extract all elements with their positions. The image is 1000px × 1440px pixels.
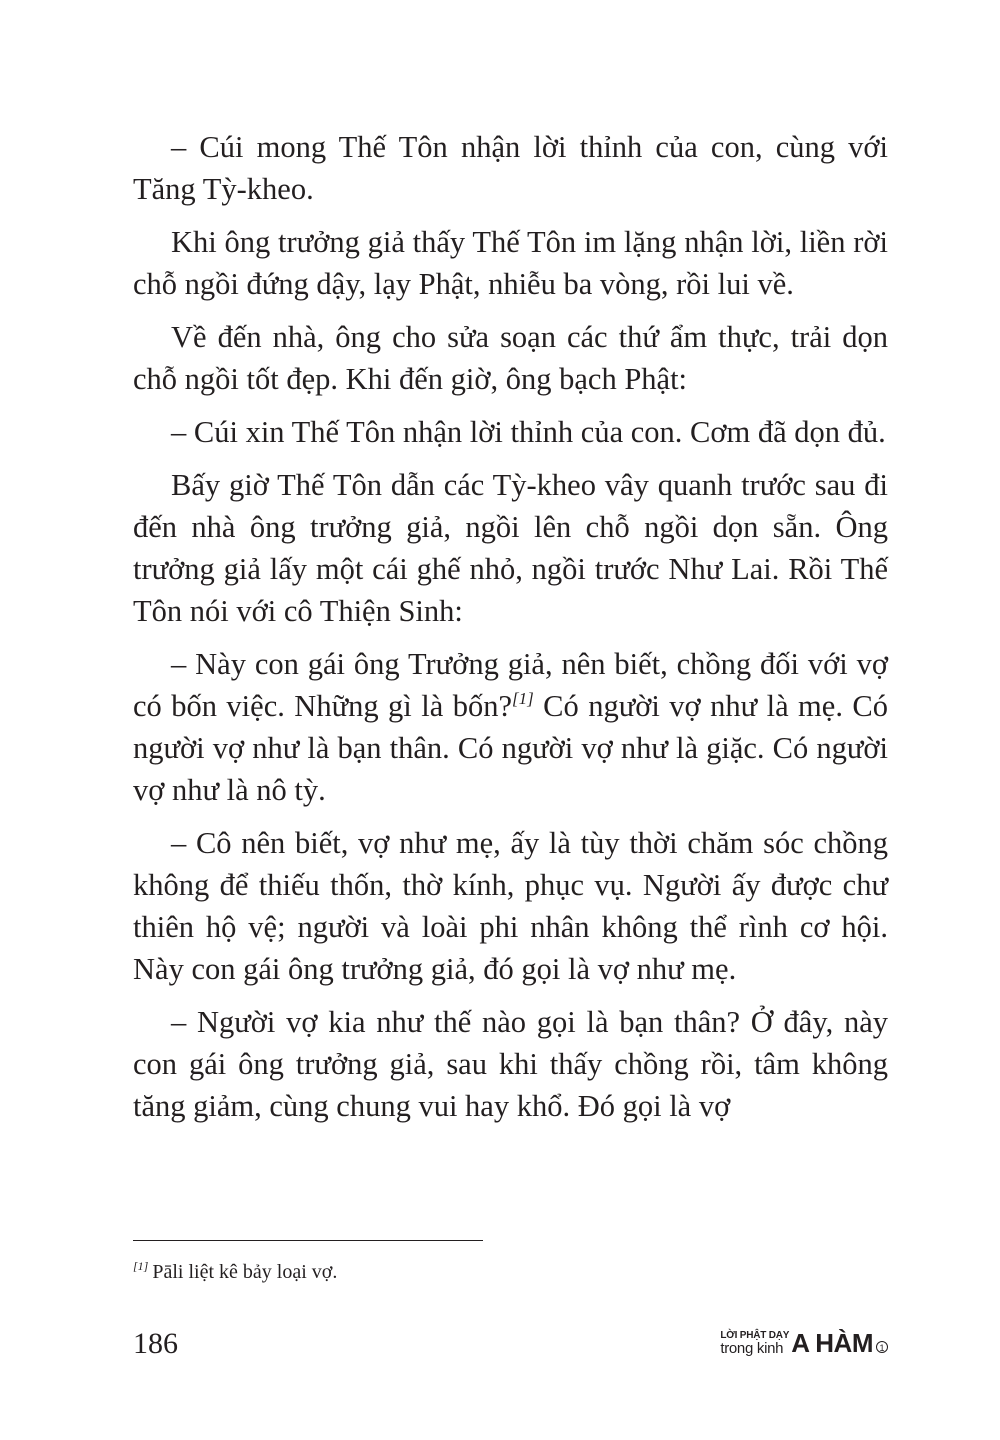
main-text: [133, 126, 888, 1138]
volume-badge: 1: [876, 1341, 888, 1353]
footnote-divider: [133, 1240, 483, 1241]
paragraph-7: – Cô nên biết, vợ như mẹ, ấy là tùy thời chăm sóc chồng không để thiếu thốn, thờ kính, phục vụ. Người ấy được chư thiên hộ vệ; người và loài phi nhân không thể rình cơ hội. Này con gái ông trưởng giả, đó gọi là vợ như mẹ.: [133, 826, 888, 986]
page-number: 186: [133, 1327, 178, 1360]
paragraph-6: [133, 643, 888, 811]
paragraph-6-text-start: – Này con gái ông Trưởng giả, nên biết, chồng đối với vợ có bốn việc. Những gì là bốn?: [133, 647, 888, 723]
footnote-text: Pāli liệt kê bảy loại vợ.: [152, 1261, 338, 1283]
paragraph-4: – Cúi xin Thế Tôn nhận lời thỉnh của con. Cơm đã dọn đủ.: [171, 415, 886, 449]
footnote-reference[interactable]: [1]: [511, 689, 534, 708]
book-title-logo: [720, 1330, 888, 1356]
footnote: [133, 1258, 888, 1286]
footnote-mark: [1]: [133, 1259, 149, 1273]
paragraph-2: Khi ông trưởng giả thấy Thế Tôn im lặng nhận lời, liền rời chỗ ngồi đứng dậy, lạy Phật, nhiễu ba vòng, rồi lui về.: [133, 225, 888, 301]
book-title-small: [720, 1330, 789, 1356]
paragraph-6-text-end: Có người vợ như là mẹ. Có người vợ như là bạn thân. Có người vợ như là giặc. Có người vợ như là nô tỳ.: [133, 689, 888, 807]
paragraph-3: Về đến nhà, ông cho sửa soạn các thứ ẩm thực, trải dọn chỗ ngồi tốt đẹp. Khi đến giờ, ông bạch Phật:: [133, 320, 888, 396]
book-title-bottom: trong kinh: [720, 1340, 784, 1357]
paragraph-1: – Cúi mong Thế Tôn nhận lời thỉnh của con, cùng với Tăng Tỳ-kheo.: [133, 130, 888, 206]
book-title-top: LỜI PHẬT DẠY: [720, 1330, 790, 1341]
paragraph-8: – Người vợ kia như thế nào gọi là bạn thân? Ở đây, này con gái ông trưởng giả, sau khi thấy chồng rồi, tâm không tăng giảm, cùng chung vui hay khổ. Đó gọi là vợ: [133, 1005, 888, 1123]
book-title-main: A HÀM: [791, 1328, 873, 1358]
paragraph-5: Bấy giờ Thế Tôn dẫn các Tỳ-kheo vây quanh trước sau đi đến nhà ông trưởng giả, ngồi lên chỗ ngồi dọn sẵn. Ông trưởng giả lấy một cái ghế nhỏ, ngồi trước Như Lai. Rồi Thế Tôn nói với cô Thiện Sinh:: [133, 468, 888, 628]
